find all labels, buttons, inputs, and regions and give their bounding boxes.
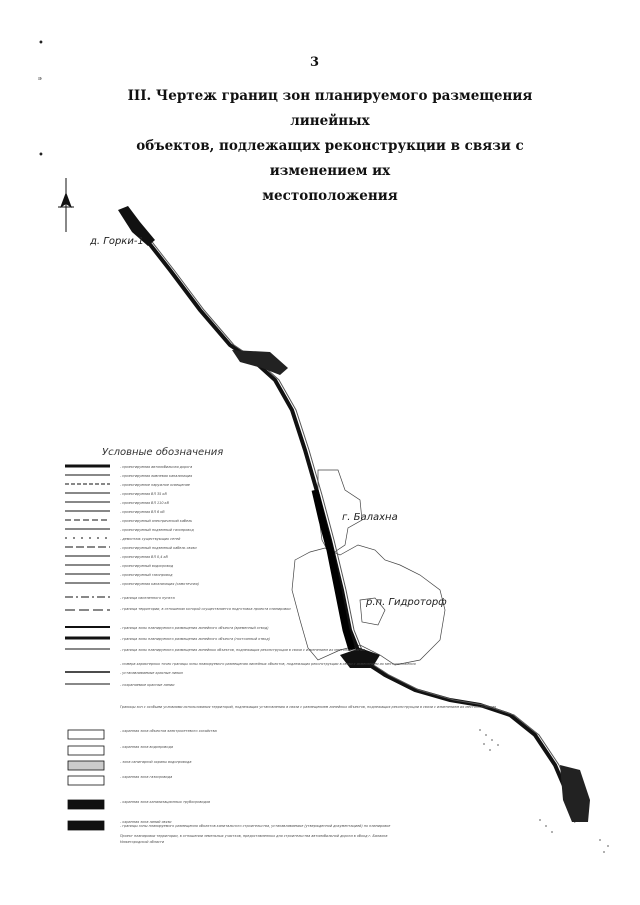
legend-item <box>112 821 390 831</box>
legend-item-label: - проектируемый газопровод <box>120 573 173 577</box>
page-title <box>120 84 540 209</box>
title-line-3: местоположения <box>262 188 398 204</box>
legend-item-label: - проектируемая ВЛ 6 кВ <box>120 510 165 514</box>
legend-item-label: - проектируемая ВЛ 110 кВ <box>120 501 169 505</box>
legend-item-label: - граница населенного пункта <box>120 596 175 600</box>
legend-item-label: - граница зоны планируемого размещения линейного объекта (постоянный отвод) <box>120 637 270 641</box>
legend-item-label: - проектируемая ВЛ 0,4 кВ <box>120 555 168 559</box>
margin-mark: • <box>38 38 44 49</box>
place-label-gidrotorf: р.п. Гидроторф <box>366 597 447 608</box>
legend-item-label: - номера характерных точек границы зоны планируемого размещения линейных объектов, подлежащих реконструкции в связи с изменением их местоположения <box>120 662 416 666</box>
legend-item-label: - зона санитарной охраны водопровода <box>120 760 192 764</box>
legend-item <box>112 757 191 767</box>
legend-item-label: - проектируемая автомобильная дорога <box>120 465 193 469</box>
legend-item-label: - демонтаж существующих сетей <box>120 537 181 541</box>
legend-item <box>112 634 270 644</box>
north-arrow-icon <box>58 178 74 232</box>
legend-item <box>112 604 291 614</box>
legend-item-label: - проектируемый подземный газопровод <box>120 528 194 532</box>
legend-item-label: - охранная зона газопровода <box>120 775 173 779</box>
legend-item-label: - граница зоны планируемого размещения линейных объектов, подлежащих реконструкции в связи с изменением их местоположения <box>120 648 365 652</box>
legend-item-label: - проектируемая ВЛ 35 кВ <box>120 492 167 496</box>
legend-item <box>112 797 210 807</box>
legend-item-label: - проектируемая ливневая канализация <box>120 474 193 478</box>
legend-item-label: Границы зон с особыми условиями использования территорий, подлежащих установлению в связи с размещением линейных объектов, подлежащих реконструкции в связи с изменением их местоположения <box>120 705 497 709</box>
legend-item <box>112 593 175 603</box>
legend-item-label: - проектируемое наружное освещение <box>120 483 190 487</box>
legend-item-label: Нижегородской области <box>120 840 165 844</box>
legend-item-label: - границы зоны планируемого размещения объектов капитального строительства, устанавливаемые (утвержденной документацией) по планировке <box>120 824 391 828</box>
legend-item <box>112 726 217 736</box>
margin-mark: ₔ <box>38 72 42 83</box>
page-number: 3 <box>310 55 320 70</box>
legend-item <box>112 623 269 633</box>
legend-item <box>112 702 496 712</box>
place-label-balakhna: г. Балахна <box>342 512 398 523</box>
legend-item <box>112 837 164 847</box>
legend-item <box>112 645 365 655</box>
legend-item-label: - граница зоны планируемого размещения линейного объекта (временный отвод) <box>120 626 269 630</box>
legend-item-label: Проект планировки территории, в отношении земельных участков, предоставленных для строительства автомобильной дороги в обход г. Балахна <box>120 834 388 838</box>
legend-item-label: - охранная зона канализационных трубопроводов <box>120 800 211 804</box>
legend-item-label: - охранная зона водопровода <box>120 745 173 749</box>
legend-item-label: - проектируемый электрический кабель <box>120 519 193 523</box>
legend-item-label: - проектируемый подземный кабель связи <box>120 546 197 550</box>
legend-title: Условные обозначения <box>102 447 224 458</box>
legend-item-label: - проектируемая канализация (самотечная) <box>120 582 199 586</box>
legend-item <box>112 668 183 678</box>
legend-item-label: - граница территории, в отношении которой осуществляется подготовка проекта планировки <box>120 607 291 611</box>
title-line-1: III. Чертеж границ зон планируемого размещения линейных <box>127 88 533 129</box>
legend-symbols <box>65 466 110 830</box>
legend-item-label: - охранная зона линий связи <box>120 820 172 824</box>
margin-mark: • <box>38 150 44 161</box>
legend-item <box>112 680 174 690</box>
legend-item <box>112 742 173 752</box>
legend-item-label: - проектируемый водопровод <box>120 564 174 568</box>
legend-item <box>112 772 172 782</box>
legend-item <box>112 579 199 589</box>
legend-item-label: - сохраняемые красные линии <box>120 683 175 687</box>
place-label-gorki: д. Горки-1 <box>90 236 144 247</box>
legend-item-label: - охранная зона объектов электросетевого хозяйства <box>120 729 217 733</box>
title-line-2: объектов, подлежащих реконструкции в связи с изменением их <box>136 138 524 179</box>
legend-item-label: - устанавливаемые красные линии <box>120 671 183 675</box>
